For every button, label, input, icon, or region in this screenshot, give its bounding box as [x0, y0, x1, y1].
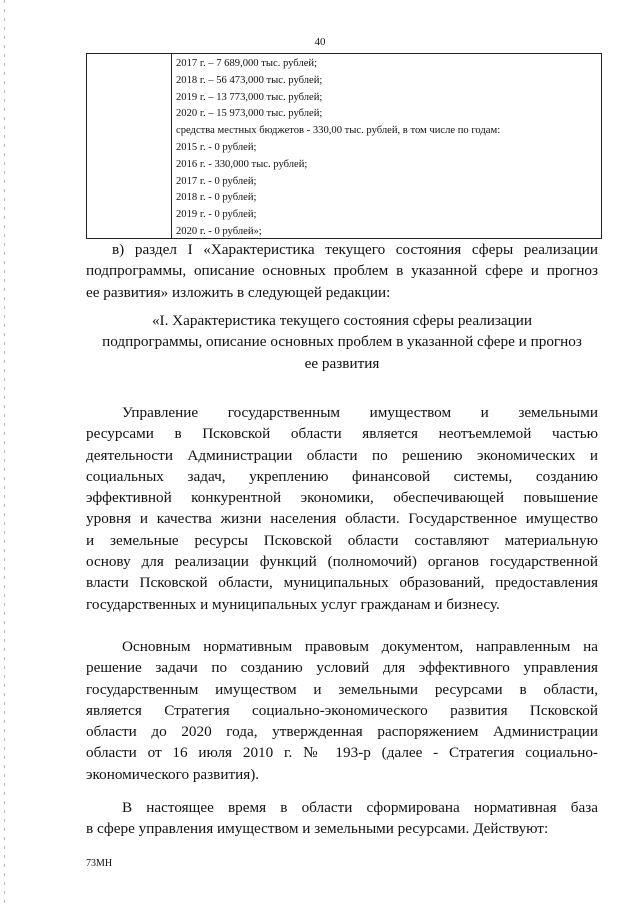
text-line: основу для реализации функций (полномочий) органов государственной: [86, 553, 598, 571]
table-line: 2018 г. - 0 рублей;: [176, 192, 257, 204]
intro-paragraph: [86, 239, 598, 303]
text-line: области от 16 июля 2010 г. № 193-р (далее - Стратегия социально-: [86, 744, 598, 762]
text-line: деятельности Администрации области по решению экономических и: [86, 446, 598, 464]
text-line: В настоящее время в области сформирована нормативная база: [122, 799, 598, 816]
heading-line: ее развития: [304, 354, 380, 372]
text-line: Основным нормативным правовым документом, направленным на: [122, 638, 598, 655]
text-line: и земельные ресурсы Псковской области составляют материальную: [86, 531, 598, 549]
table-line: 2020 г. - 0 рублей»;: [176, 225, 262, 237]
table-border-mid: [171, 54, 172, 238]
table-line: 2017 г. - 0 рублей;: [176, 175, 257, 187]
text-line: ресурсами в Псковской области является неотъемлемой частью: [86, 425, 598, 443]
text-line: власти Псковской области, муниципальных образований, предоставления: [86, 574, 598, 592]
table-line: 2018 г. – 56 473,000 тыс. рублей;: [176, 74, 323, 86]
text-line: в сфере управления имуществом и земельными ресурсами. Действуют:: [86, 820, 549, 838]
heading-line: «I. Характеристика текущего состояния сферы реализации: [151, 312, 533, 329]
paragraph-2: [86, 636, 598, 785]
heading-line: подпрограммы, описание основных проблем в указанной сфере и прогноз: [102, 333, 582, 351]
table-line: 2019 г. – 13 773,000 тыс. рублей;: [176, 91, 323, 103]
text-line: Управление государственным имуществом и земельными: [122, 404, 598, 421]
section-heading: [86, 310, 598, 374]
table-line: 2016 г. - 330,000 тыс. рублей;: [176, 158, 308, 170]
text-line: является Стратегия социально-экономического развития Псковской: [86, 701, 598, 719]
table-line: 2019 г. - 0 рублей;: [176, 209, 257, 221]
text-line: в) раздел I «Характеристика текущего состояния сферы реализации: [112, 241, 598, 258]
table-border-left: [86, 54, 87, 238]
table-line: средства местных бюджетов - 330,00 тыс. рублей, в том числе по годам:: [176, 125, 501, 137]
text-line: ее развития» изложить в следующей редакции:: [86, 283, 391, 301]
table-line: 2017 г. – 7 689,000 тыс. рублей;: [176, 58, 318, 69]
scan-edge: [4, 0, 5, 905]
funding-table: [86, 53, 602, 239]
text-line: подпрограммы, описание основных проблем в указанной сфере и прогноз: [86, 262, 598, 280]
page-number: 40: [314, 36, 326, 48]
text-line: области до 2020 года, утвержденная распоряжением Администрации: [86, 723, 598, 741]
text-line: социальных задач, укреплению финансовой системы, созданию: [86, 467, 598, 485]
footer-code: 73МН: [86, 858, 113, 869]
text-line: эффективной конкурентной экономики, обеспечивающей повышение: [86, 489, 598, 507]
table-border-right: [601, 54, 602, 238]
text-line: решение задачи по созданию условий для эффективного управления: [86, 659, 598, 677]
table-line: 2015 г. - 0 рублей;: [176, 141, 257, 153]
paragraph-1: [86, 402, 598, 615]
text-line: государственных и муниципальных услуг гражданам и бизнесу.: [86, 595, 500, 613]
table-line: 2020 г. – 15 973,000 тыс. рублей;: [176, 108, 323, 120]
text-line: экономического развития).: [86, 765, 260, 783]
text-line: уровня и качества жизни населения области. Государственное имущество: [86, 510, 598, 528]
paragraph-3: [86, 797, 598, 840]
table-cell-text: [176, 56, 500, 241]
text-line: государственным имуществом и земельными ресурсами в области,: [86, 680, 598, 698]
